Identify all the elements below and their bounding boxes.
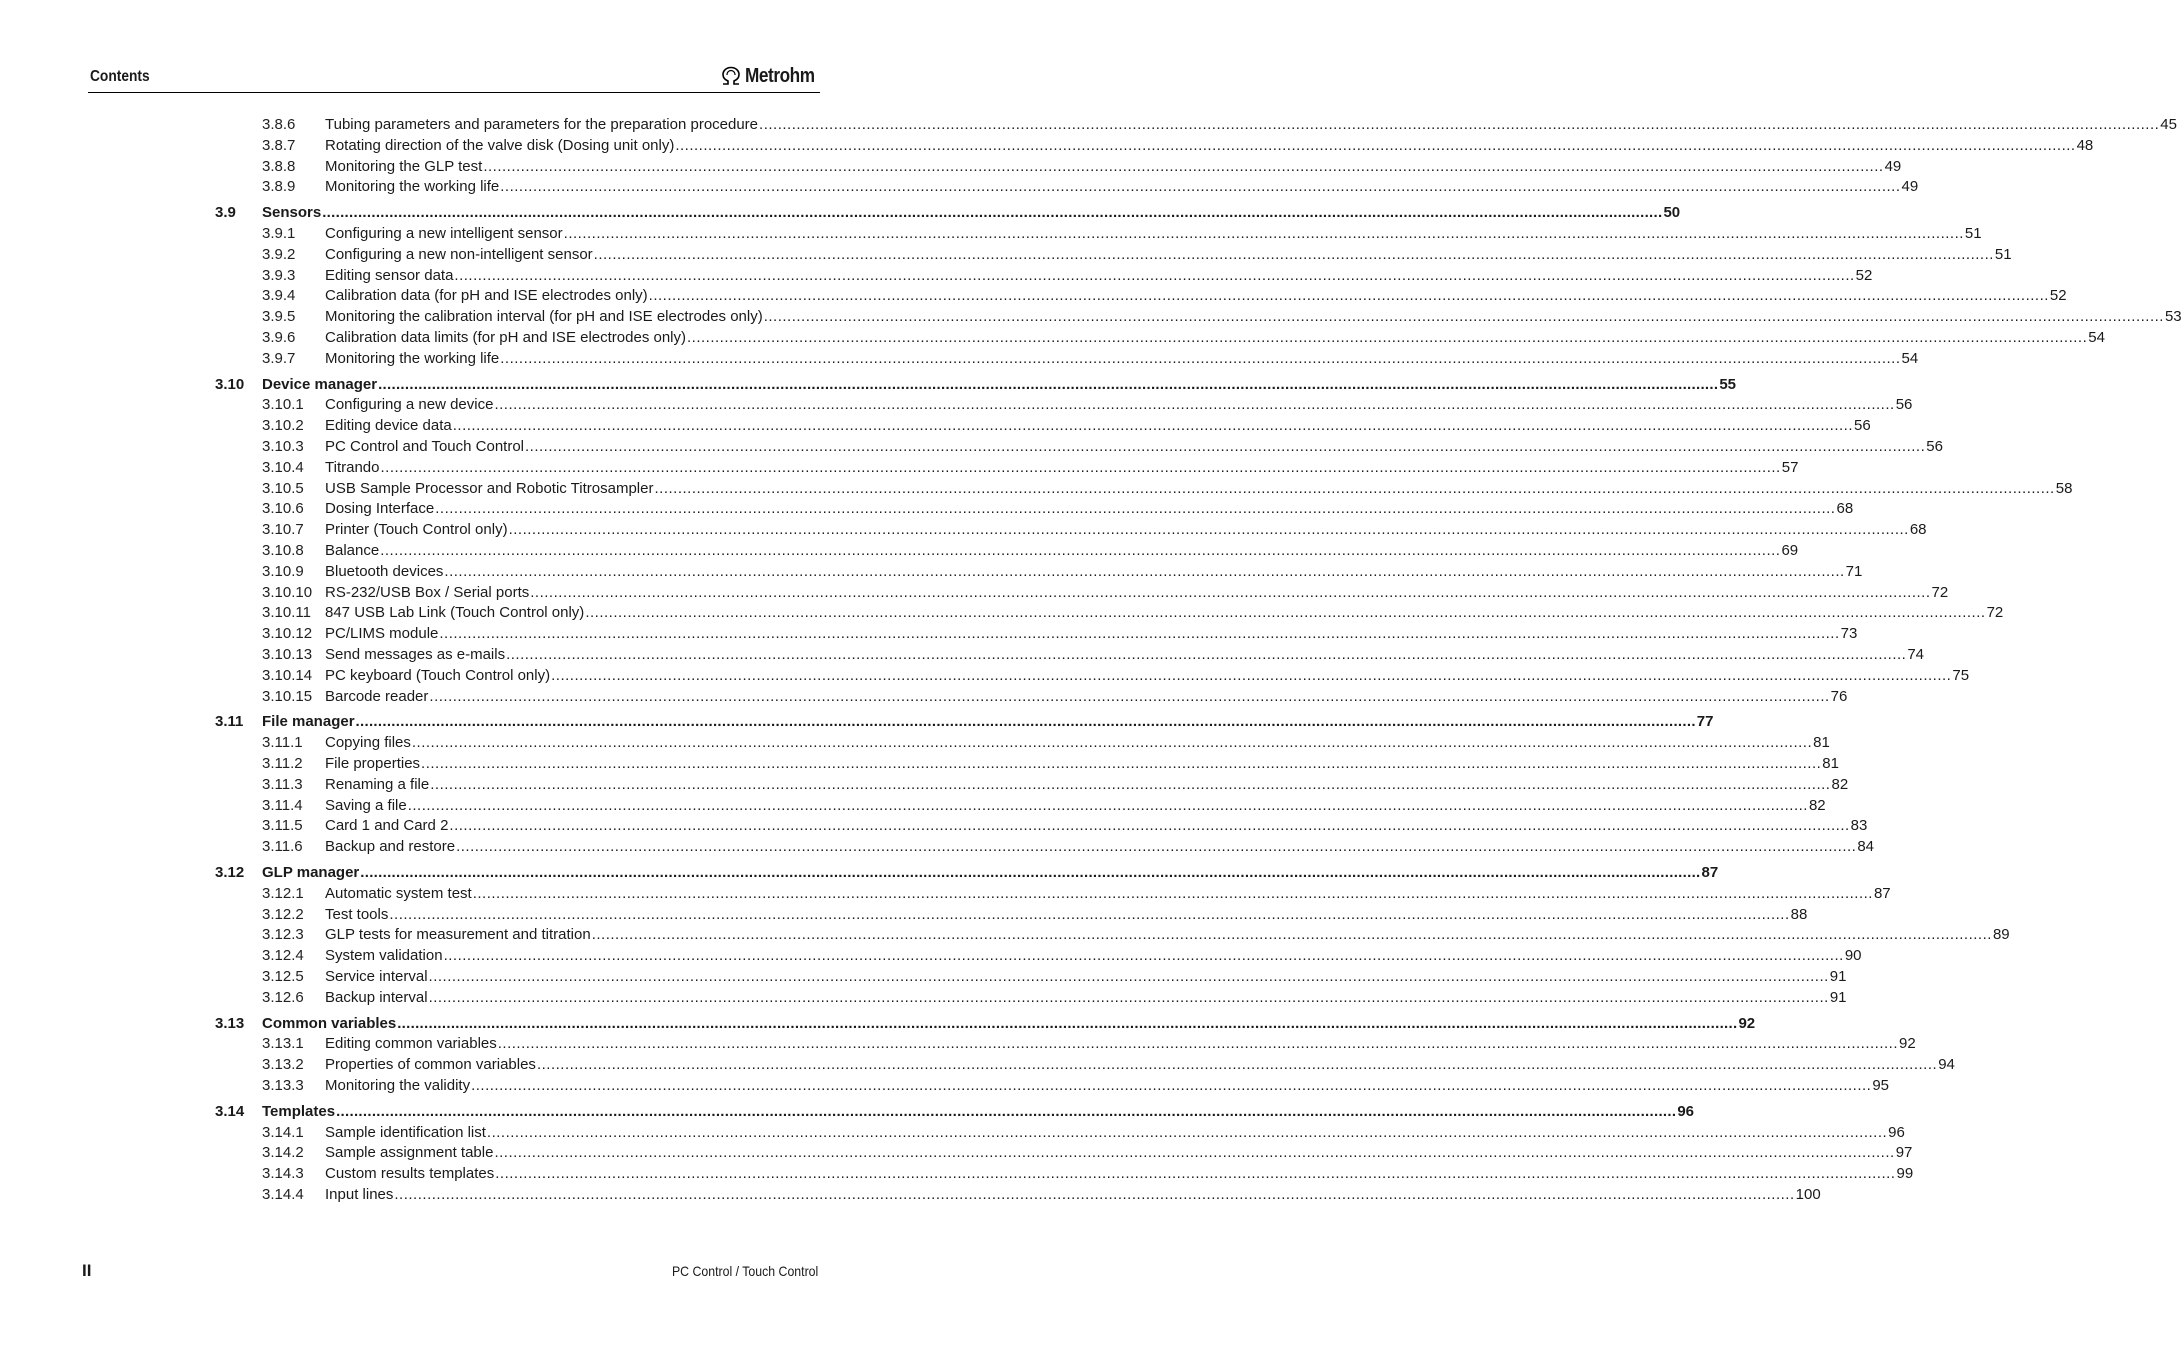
toc-dot-leader: ............................................................................................................................................................................................................................................................................................................ [449,817,1850,834]
toc-entry-title: Titrando [325,459,380,476]
toc-entry-page: 97 [1895,1144,1913,1161]
logo-text: Metrohm [745,64,815,87]
toc-entry-title: Sensors [262,204,322,221]
toc-entry-page: 87 [1873,885,1891,902]
toc-entry-number: 3.14 [215,1103,245,1120]
toc-dot-leader: ............................................................................................................................................................................................................................................................................................................ [675,137,2076,154]
toc-entry-number: 3.10.12 [262,625,313,642]
toc-entry-number: 3.10.7 [262,521,304,538]
toc-entry-line [262,1013,1756,1034]
toc-entry-number: 3.9.4 [262,287,296,304]
toc-entry-page: 45 [2160,116,2177,133]
toc-entry-page: 77 [1696,713,1714,730]
toc-entry-title: Editing common variables [325,1035,497,1052]
toc-entry-title: Automatic system test [325,885,472,902]
toc-entry-page: 76 [1830,688,1848,705]
toc-dot-leader: ............................................................................................................................................................................................................................................................................................................ [407,797,1808,814]
toc-entry-number: 3.9.6 [262,329,296,346]
toc-entry-title: Templates [262,1103,336,1120]
toc-entry-number: 3.10.11 [262,604,311,621]
toc-dot-leader: ............................................................................................................................................................................................................................................................................................................ [536,1056,1938,1073]
toc-entry-line [325,156,1902,177]
toc-entry-line [325,519,1927,540]
toc-entry-page: 75 [1952,667,1970,684]
toc-entry-line [325,394,1913,415]
toc-entry-page: 54 [1901,350,1919,367]
toc-entry-page: 68 [1909,521,1927,538]
toc-entry-number: 3.12 [215,864,245,881]
toc-entry-page: 56 [1854,417,1871,434]
toc-entry-number: 3.12.3 [262,926,304,943]
toc-dot-leader: ............................................................................................................................................................................................................................................................................................................ [428,968,1829,985]
toc-dot-leader: ............................................................................................................................................................................................................................................................................................................ [360,864,1701,881]
toc-entry-line [325,1163,1914,1184]
toc-dot-leader: ............................................................................................................................................................................................................................................................................................................ [530,584,1931,601]
toc-entry-title: Bluetooth devices [325,563,444,580]
toc-dot-leader: ............................................................................................................................................................................................................................................................................................................ [500,350,1901,367]
toc-entry-title: Service interval [325,968,428,985]
toc-dot-leader: ............................................................................................................................................................................................................................................................................................................ [494,396,1895,413]
toc-entry-line [325,306,2182,327]
toc-entry-line [325,244,2012,265]
toc-entry-title: Editing sensor data [325,267,454,284]
toc-entry-title: Custom results templates [325,1165,495,1182]
toc-entry-number: 3.13.1 [262,1035,304,1052]
toc-entry-line [325,1033,1916,1054]
toc-dot-leader: ............................................................................................................................................................................................................................................................................................................ [471,1077,1872,1094]
toc-entry-page: 69 [1781,542,1799,559]
toc-entry-title: RS-232/USB Box / Serial ports [325,584,530,601]
toc-entry-line [325,1054,1955,1075]
toc-entry-title: Properties of common variables [325,1056,536,1073]
toc-entry-page: 71 [1845,563,1863,580]
toc-entry-line [325,966,1847,987]
toc-entry-page: 50 [1663,204,1681,221]
toc-entry-number: 3.8.7 [262,137,296,154]
toc-entry-line [325,285,2067,306]
toc-entry-title: Monitoring the GLP test [325,158,483,175]
toc-entry-title: Test tools [325,906,389,923]
toc-entry-number: 3.14.1 [262,1124,304,1141]
toc-dot-leader: ............................................................................................................................................................................................................................................................................................................ [322,204,1663,221]
toc-entry-line [325,457,1799,478]
toc-entry-title: Sample identification list [325,1124,486,1141]
toc-entry-number: 3.10.5 [262,480,304,497]
footer-product-name: PC Control / Touch Control [671,1263,818,1279]
toc-entry-page: 72 [1986,604,2004,621]
toc-dot-leader: ............................................................................................................................................................................................................................................................................................................ [687,329,2088,346]
toc-entry-page: 51 [1994,246,2012,263]
toc-entry-number: 3.9 [215,204,236,221]
footer-page-number: II [82,1261,92,1280]
toc-entry-line [325,265,1873,286]
toc-entry-number: 3.13.3 [262,1077,304,1094]
toc-entry-title: Card 1 and Card 2 [325,817,449,834]
toc-entry-title: Device manager [262,376,378,393]
toc-entry-line [325,774,1849,795]
toc-entry-page: 82 [1808,797,1826,814]
toc-entry-title: Printer (Touch Control only) [325,521,508,538]
toc-dot-leader: ............................................................................................................................................................................................................................................................................................................ [508,521,1909,538]
toc-dot-leader: ............................................................................................................................................................................................................................................................................................................ [525,438,1926,455]
toc-entry-number: 3.11.2 [262,755,303,772]
toc-entry-page: 74 [1907,646,1925,663]
toc-entry-number: 3.10.10 [262,584,313,601]
toc-entry-number: 3.10.1 [262,396,304,413]
toc-entry-line [325,644,1925,665]
toc-entry-page: 49 [1884,158,1902,175]
toc-entry-page: 95 [1872,1077,1890,1094]
toc-entry-number: 3.10.4 [262,459,304,476]
toc-dot-leader: ............................................................................................................................................................................................................................................................................................................ [411,734,1813,751]
toc-entry-number: 3.12.4 [262,947,304,964]
toc-entry-title: PC/LIMS module [325,625,439,642]
toc-entry-number: 3.12.2 [262,906,304,923]
toc-entry-page: 55 [1719,376,1737,393]
toc-entry-page: 53 [2164,308,2182,325]
toc-entry-title: Sample assignment table [325,1144,494,1161]
toc-entry-page: 88 [1790,906,1808,923]
toc-entry-number: 3.10.6 [262,500,304,517]
toc-dot-leader: ............................................................................................................................................................................................................................................................................................................ [563,225,1964,242]
toc-dot-leader: ............................................................................................................................................................................................................................................................................................................ [443,947,1844,964]
toc-entry-number: 3.11 [215,713,244,730]
toc-entry-page: 90 [1844,947,1862,964]
toc-entry-number: 3.10.15 [262,688,313,705]
toc-entry-number: 3.12.5 [262,968,304,985]
toc-entry-line [325,623,1858,644]
toc-entry-line [325,436,1943,457]
toc-entry-title: Configuring a new intelligent sensor [325,225,563,242]
toc-dot-leader: ............................................................................................................................................................................................................................................................................................................ [454,267,1855,284]
toc-entry-line [325,836,1875,857]
toc-entry-title: Rotating direction of the valve disk (Dosing unit only) [325,137,675,154]
toc-dot-leader: ............................................................................................................................................................................................................................................................................................................ [495,1165,1896,1182]
toc-dot-leader: ............................................................................................................................................................................................................................................................................................................ [444,563,1845,580]
toc-dot-leader: ............................................................................................................................................................................................................................................................................................................ [654,480,2055,497]
toc-dot-leader: ............................................................................................................................................................................................................................................................................................................ [763,308,2164,325]
toc-dot-leader: ............................................................................................................................................................................................................................................................................................................ [472,885,1873,902]
toc-entry-line [325,753,1839,774]
toc-entry-number: 3.8.6 [262,116,296,133]
toc-dot-leader: ............................................................................................................................................................................................................................................................................................................ [494,1144,1895,1161]
toc-entry-page: 58 [2055,480,2073,497]
toc-entry-page: 87 [1701,864,1719,881]
toc-entry-number: 3.10.3 [262,438,304,455]
toc-entry-line [325,478,2073,499]
toc-entry-line [325,1142,1913,1163]
toc-entry-page: 91 [1829,968,1847,985]
toc-entry-title: Backup and restore [325,838,456,855]
toc-entry-title: GLP tests for measurement and titration [325,926,591,943]
toc-entry-line [325,945,1862,966]
toc-entry-title: System validation [325,947,443,964]
toc-entry-number: 3.10 [215,376,245,393]
toc-entry-page: 56 [1895,396,1913,413]
toc-dot-leader: ............................................................................................................................................................................................................................................................................................................ [483,158,1884,175]
toc-entry-title: Barcode reader [325,688,429,705]
toc-entry-page: 84 [1857,838,1875,855]
toc-entry-page: 81 [1822,755,1839,772]
toc-entry-title: Backup interval [325,989,428,1006]
toc-entry-number: 3.9.2 [262,246,296,263]
toc-entry-line [262,1101,1695,1122]
toc-entry-title: Renaming a file [325,776,430,793]
toc-entry-number: 3.11.6 [262,838,303,855]
toc-entry-title: File manager [262,713,355,730]
toc-entry-number: 3.13.2 [262,1056,304,1073]
toc-entry-number: 3.14.3 [262,1165,304,1182]
toc-entry-number: 3.9.3 [262,267,296,284]
toc-entry-title: 847 USB Lab Link (Touch Control only) [325,604,585,621]
toc-entry-number: 3.11.1 [262,734,303,751]
toc-entry-page: 49 [1901,178,1919,195]
toc-entry-title: USB Sample Processor and Robotic Titrosampler [325,480,654,497]
toc-entry-line [325,348,1919,369]
toc-entry-number: 3.8.8 [262,158,296,175]
toc-entry-line [262,862,1719,883]
toc-dot-leader: ............................................................................................................................................................................................................................................................................................................ [456,838,1857,855]
toc-entry-page: 92 [1738,1015,1756,1032]
toc-entry-title: PC keyboard (Touch Control only) [325,667,551,684]
toc-entry-line [325,540,1799,561]
toc-entry-number: 3.9.5 [262,308,296,325]
toc-entry-line [262,374,1737,395]
toc-dot-leader: ............................................................................................................................................................................................................................................................................................................ [380,459,1781,476]
toc-entry-line [325,582,1949,603]
toc-entry-number: 3.10.14 [262,667,313,684]
toc-entry-page: 57 [1781,459,1799,476]
toc-dot-leader: ............................................................................................................................................................................................................................................................................................................ [591,926,1992,943]
toc-entry-line [325,686,1848,707]
toc-entry-title: File properties [325,755,421,772]
toc-entry-number: 3.13 [215,1015,245,1032]
toc-entry-title: Dosing Interface [325,500,435,517]
toc-dot-leader: ............................................................................................................................................................................................................................................................................................................ [355,713,1696,730]
toc-entry-page: 99 [1896,1165,1914,1182]
toc-entry-line [262,202,1681,223]
toc-entry-page: 81 [1813,734,1830,751]
toc-entry-title: Send messages as e-mails [325,646,506,663]
toc-entry-number: 3.9.7 [262,350,296,367]
toc-entry-title: Common variables [262,1015,397,1032]
toc-dot-leader: ............................................................................................................................................................................................................................................................................................................ [429,688,1830,705]
toc-entry-line [325,327,2105,348]
toc-entry-line [325,924,2010,945]
toc-dot-leader: ............................................................................................................................................................................................................................................................................................................ [500,178,1901,195]
toc-entry-line [325,815,1868,836]
toc-entry-title: Balance [325,542,380,559]
toc-entry-title: Calibration data (for pH and ISE electrodes only) [325,287,648,304]
toc-dot-leader: ............................................................................................................................................................................................................................................................................................................ [486,1124,1888,1141]
toc-entry-page: 96 [1888,1124,1905,1141]
toc-entry-title: Configuring a new device [325,396,494,413]
toc-entry-line [325,114,2177,135]
toc-entry-number: 3.10.13 [262,646,313,663]
toc-dot-leader: ............................................................................................................................................................................................................................................................................................................ [497,1035,1898,1052]
toc-dot-leader: ............................................................................................................................................................................................................................................................................................................ [435,500,1836,517]
toc-entry-number: 3.12.6 [262,989,304,1006]
toc-entry-number: 3.14.4 [262,1186,304,1203]
toc-dot-leader: ............................................................................................................................................................................................................................................................................................................ [428,989,1829,1006]
toc-entry-line [325,904,1808,925]
toc-entry-title: Copying files [325,734,411,751]
toc-entry-number: 3.9.1 [262,225,296,242]
toc-entry-number: 3.11.4 [262,797,303,814]
toc-dot-leader: ............................................................................................................................................................................................................................................................................................................ [439,625,1840,642]
toc-entry-line [325,1075,1890,1096]
header-title: Contents [90,68,150,85]
toc-dot-leader: ............................................................................................................................................................................................................................................................................................................ [551,667,1952,684]
toc-entry-number: 3.11.5 [262,817,303,834]
toc-dot-leader: ............................................................................................................................................................................................................................................................................................................ [421,755,1822,772]
toc-entry-number: 3.8.9 [262,178,296,195]
toc-dot-leader: ............................................................................................................................................................................................................................................................................................................ [452,417,1854,434]
toc-dot-leader: ............................................................................................................................................................................................................................................................................................................ [430,776,1831,793]
toc-dot-leader: ............................................................................................................................................................................................................................................................................................................ [394,1186,1795,1203]
toc-entry-page: 52 [2049,287,2067,304]
toc-entry-line [325,498,1854,519]
toc-entry-page: 54 [2088,329,2105,346]
toc-entry-title: Tubing parameters and parameters for the preparation procedure [325,116,759,133]
toc-dot-leader: ............................................................................................................................................................................................................................................................................................................ [389,906,1790,923]
toc-dot-leader: ............................................................................................................................................................................................................................................................................................................ [585,604,1986,621]
toc-dot-leader: ............................................................................................................................................................................................................................................................................................................ [593,246,1994,263]
toc-entry-page: 92 [1899,1035,1916,1052]
toc-entry-page: 91 [1829,989,1847,1006]
toc-entry-title: Monitoring the calibration interval (for pH and ISE electrodes only) [325,308,763,325]
toc-entry-line [325,561,1863,582]
toc-entry-number: 3.10.9 [262,563,304,580]
toc-entry-line [325,602,2004,623]
toc-entry-title: GLP manager [262,864,360,881]
toc-entry-line [325,987,1847,1008]
toc-entry-line [325,223,1982,244]
toc-entry-number: 3.12.1 [262,885,304,902]
toc-entry-line [325,135,2094,156]
toc-dot-leader: ............................................................................................................................................................................................................................................................................................................ [397,1015,1738,1032]
toc-entry-number: 3.11.3 [262,776,303,793]
toc-entry-title: Input lines [325,1186,394,1203]
toc-entry-title: Monitoring the working life [325,350,500,367]
toc-entry-line [325,795,1826,816]
toc-entry-line [325,1184,1821,1205]
toc-dot-leader: ............................................................................................................................................................................................................................................................................................................ [506,646,1907,663]
toc-entry-title: Monitoring the validity [325,1077,471,1094]
toc-entry-page: 82 [1831,776,1849,793]
toc-dot-leader: ............................................................................................................................................................................................................................................................................................................ [648,287,2049,304]
toc-entry-page: 94 [1938,1056,1955,1073]
toc-entry-title: Monitoring the working life [325,178,500,195]
toc-entry-line [262,711,1714,732]
toc-entry-line [325,665,1970,686]
toc-entry-page: 51 [1964,225,1982,242]
toc-entry-number: 3.10.2 [262,417,304,434]
toc-dot-leader: ............................................................................................................................................................................................................................................................................................................ [759,116,2160,133]
toc-dot-leader: ............................................................................................................................................................................................................................................................................................................ [336,1103,1677,1120]
toc-entry-page: 56 [1926,438,1943,455]
toc-entry-title: Calibration data limits (for pH and ISE electrodes only) [325,329,686,346]
toc-entry-number: 3.14.2 [262,1144,304,1161]
toc-entry-page: 68 [1836,500,1854,517]
toc-dot-leader: ............................................................................................................................................................................................................................................................................................................ [380,542,1781,559]
toc-dot-leader: ............................................................................................................................................................................................................................................................................................................ [378,376,1719,393]
toc-entry-page: 96 [1677,1103,1695,1120]
toc-entry-page: 89 [1992,926,2010,943]
toc-entry-title: Saving a file [325,797,407,814]
toc-entry-page: 52 [1855,267,1873,284]
toc-entry-title: Editing device data [325,417,452,434]
toc-entry-line [325,415,1871,436]
toc-entry-line [325,176,1919,197]
toc-entry-title: Configuring a new non-intelligent sensor [325,246,593,263]
toc-entry-line [325,883,1891,904]
toc-entry-page: 48 [2076,137,2094,154]
toc-entry-page: 83 [1850,817,1868,834]
toc-entry-page: 100 [1795,1186,1821,1203]
toc-entry-line [325,1122,1905,1143]
toc-entry-title: PC Control and Touch Control [325,438,524,455]
toc-entry-page: 72 [1931,584,1949,601]
toc-entry-line [325,732,1830,753]
toc-entry-page: 73 [1840,625,1858,642]
toc-entry-number: 3.10.8 [262,542,304,559]
